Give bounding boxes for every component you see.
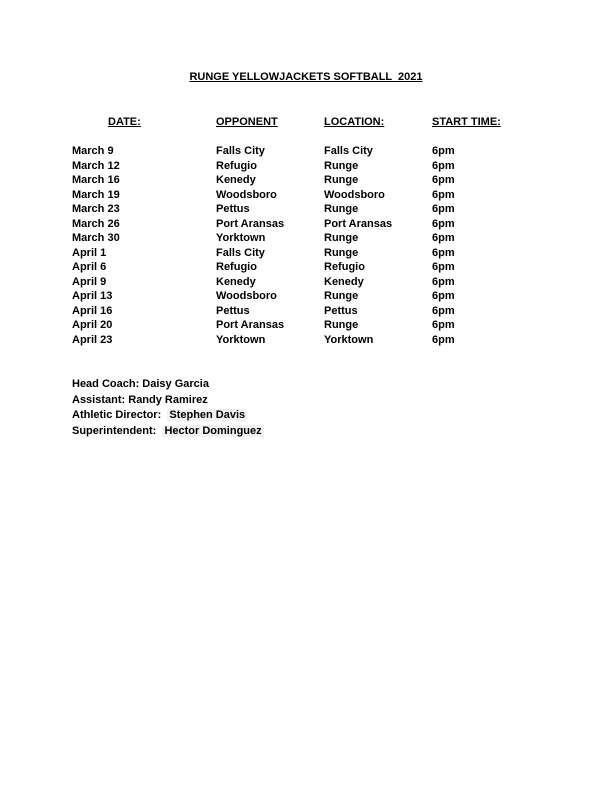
superintendent-name: Hector Dominguez: [164, 424, 262, 437]
game-opponent: Pettus: [216, 203, 250, 215]
head-coach-line: [72, 378, 472, 394]
game-location: Kenedy: [324, 275, 364, 288]
game-date: April 1: [72, 246, 107, 259]
game-location: Runge: [324, 203, 359, 215]
header-start-time: START TIME:: [432, 116, 501, 128]
game-time: 6pm: [432, 290, 455, 302]
schedule-row: [0, 189, 612, 204]
game-opponent: Kenedy: [216, 174, 256, 186]
schedule-row: [0, 290, 612, 305]
game-opponent: Pettus: [216, 304, 250, 317]
game-date: April 23: [72, 333, 113, 346]
assistant-name: Randy Ramirez: [128, 393, 208, 406]
assistant-line: [72, 394, 472, 410]
game-date: April 9: [72, 275, 107, 288]
schedule-row: [0, 174, 612, 189]
game-time: 6pm: [432, 145, 455, 157]
athletic-director-name: Stephen Davis: [169, 409, 246, 421]
game-time: 6pm: [432, 159, 455, 172]
assistant-label: Assistant:: [72, 393, 129, 406]
game-location: Runge: [324, 290, 359, 302]
schedule-row: [0, 276, 612, 291]
game-date: March 23: [72, 203, 120, 215]
game-opponent: Kenedy: [216, 275, 256, 288]
schedule-row: [0, 232, 612, 247]
game-time: 6pm: [432, 275, 455, 288]
game-date: March 16: [72, 174, 120, 186]
athletic-director-label: Athletic Director:: [72, 409, 168, 421]
game-time: 6pm: [432, 174, 455, 186]
game-location: Runge: [324, 232, 359, 244]
game-location: Pettus: [324, 304, 358, 317]
game-opponent: Yorktown: [216, 232, 266, 244]
game-opponent: Falls City: [216, 246, 265, 259]
game-date: March 30: [72, 232, 120, 244]
schedule-header-row: [0, 116, 612, 130]
game-date: March 9: [72, 145, 114, 157]
game-date: April 13: [72, 290, 113, 302]
game-opponent: Woodsboro: [216, 188, 277, 201]
game-time: 6pm: [432, 333, 455, 346]
head-coach-name: Daisy Garcia: [142, 378, 209, 390]
game-location: Falls City: [324, 145, 373, 157]
game-opponent: Yorktown: [216, 333, 266, 346]
game-opponent: Woodsboro: [216, 290, 277, 302]
schedule-row: [0, 218, 612, 233]
document-title: RUNGE YELLOWJACKETS SOFTBALL 2021: [189, 71, 423, 83]
schedule-row: [0, 334, 612, 349]
athletic-director-line: [72, 409, 472, 425]
schedule-row: [0, 305, 612, 320]
schedule-row: [0, 319, 612, 334]
game-time: 6pm: [432, 319, 455, 331]
game-location: Runge: [324, 319, 359, 331]
schedule-row: [0, 203, 612, 218]
game-date: April 16: [72, 304, 113, 317]
game-date: March 26: [72, 217, 120, 230]
staff-list: [72, 378, 472, 440]
game-time: 6pm: [432, 232, 455, 244]
game-location: Runge: [324, 159, 359, 172]
game-opponent: Refugio: [216, 261, 257, 273]
game-date: April 20: [72, 319, 113, 331]
game-time: 6pm: [432, 217, 455, 230]
schedule-row: [0, 261, 612, 276]
schedule-table: [0, 145, 612, 348]
game-time: 6pm: [432, 261, 455, 273]
game-location: Runge: [324, 174, 359, 186]
game-opponent: Port Aransas: [216, 319, 285, 331]
head-coach-label: Head Coach:: [72, 378, 143, 390]
header-date: DATE:: [108, 116, 141, 128]
game-opponent: Refugio: [216, 159, 257, 172]
game-location: Woodsboro: [324, 188, 385, 201]
schedule-row: [0, 160, 612, 175]
schedule-row: [0, 247, 612, 262]
superintendent-line: [72, 425, 472, 441]
game-date: March 19: [72, 188, 120, 201]
game-time: 6pm: [432, 188, 455, 201]
header-location: LOCATION:: [324, 116, 385, 128]
game-time: 6pm: [432, 304, 455, 317]
game-location: Runge: [324, 246, 359, 259]
game-date: April 6: [72, 261, 107, 273]
game-opponent: Falls City: [216, 145, 265, 157]
header-opponent: OPPONENT: [216, 116, 278, 128]
game-location: Yorktown: [324, 333, 374, 346]
game-date: March 12: [72, 159, 120, 172]
superintendent-label: Superintendent:: [72, 424, 163, 437]
game-location: Refugio: [324, 261, 365, 273]
game-time: 6pm: [432, 203, 455, 215]
game-location: Port Aransas: [324, 217, 393, 230]
schedule-row: [0, 145, 612, 160]
game-opponent: Port Aransas: [216, 217, 285, 230]
game-time: 6pm: [432, 246, 455, 259]
